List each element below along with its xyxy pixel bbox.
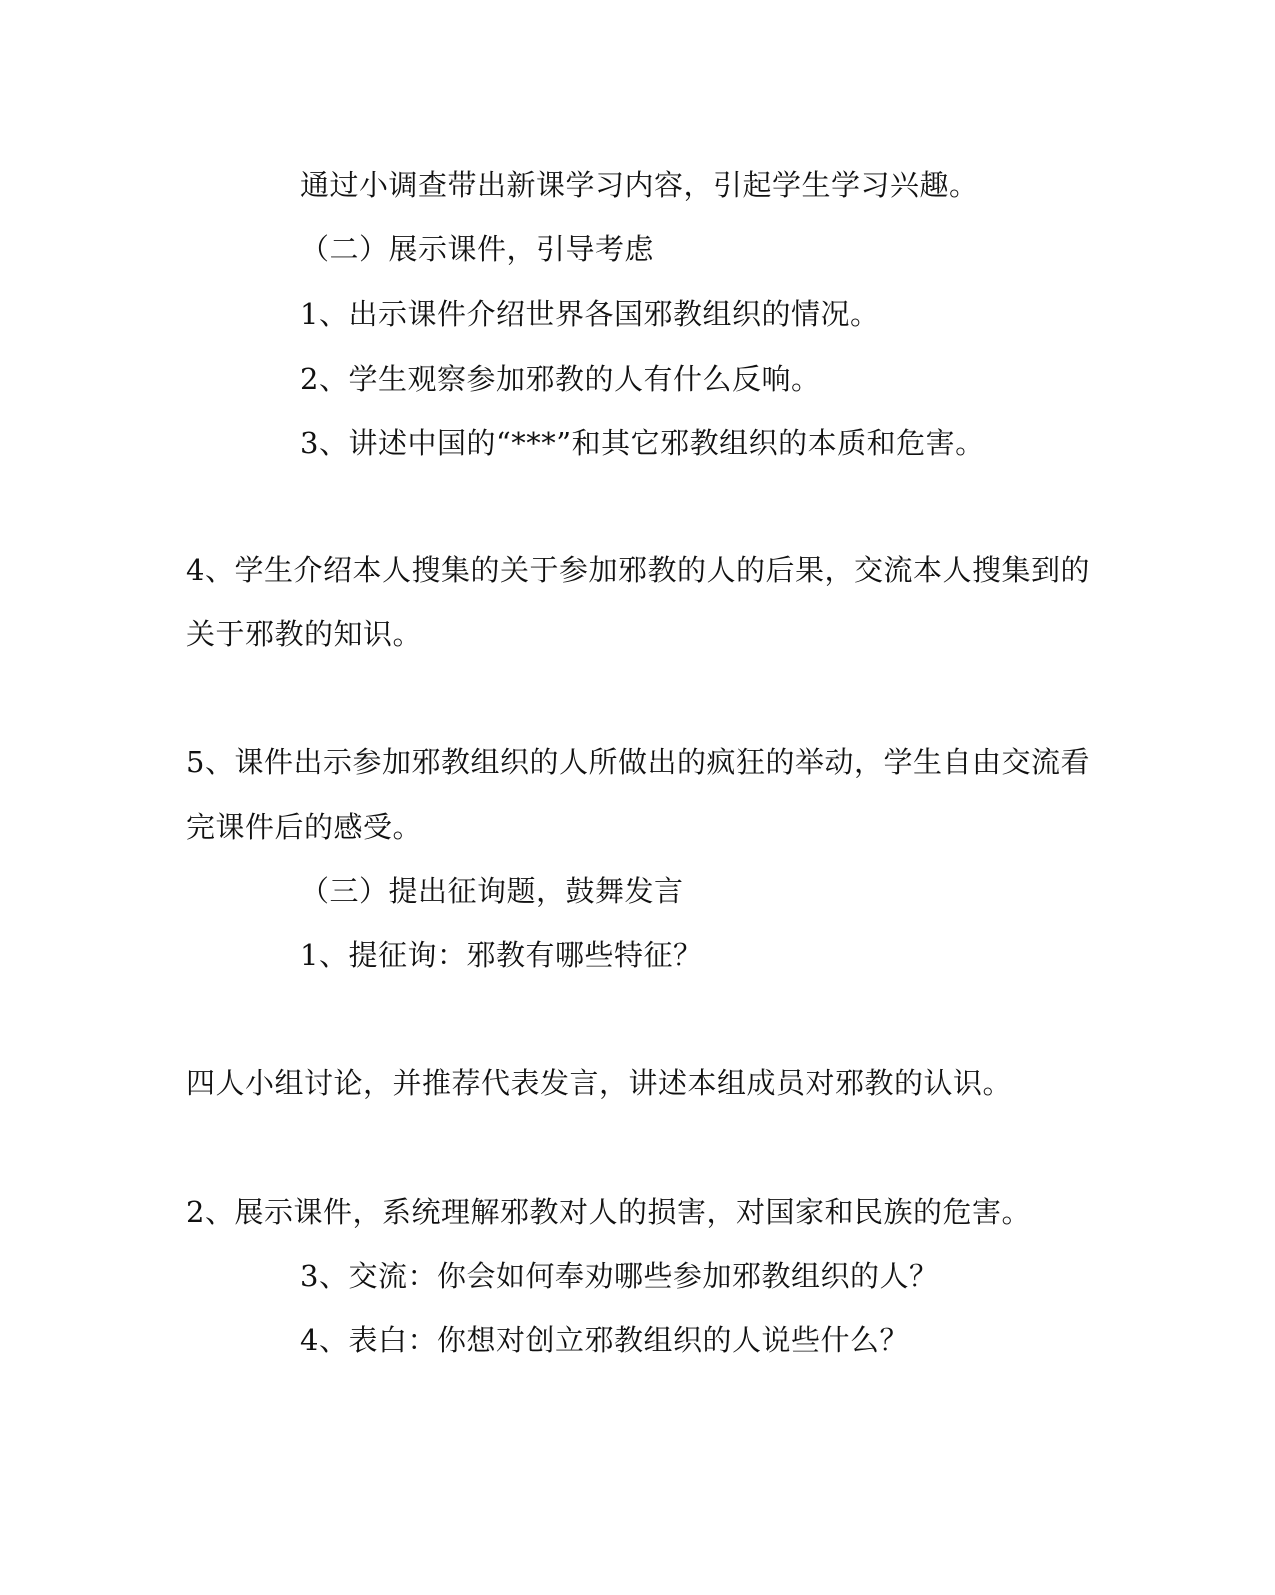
list-item-continuation: 关于邪教的知识。 [186, 617, 423, 651]
paragraph-intro: 通过小调查带出新课学习内容，引起学生学习兴趣。 [300, 168, 979, 202]
list-item: 2、学生观察参加邪教的人有什么反响。 [300, 362, 821, 396]
list-item: 1、出示课件介绍世界各国邪教组织的情况。 [300, 297, 880, 331]
list-item: 4、学生介绍本人搜集的关于参加邪教的人的后果，交流本人搜集到的 [186, 553, 1090, 587]
list-item-continuation: 完课件后的感受。 [186, 810, 423, 844]
list-item: 2、展示课件，系统理解邪教对人的损害，对国家和民族的危害。 [186, 1195, 1031, 1229]
list-item: 1、提征询：邪教有哪些特征？ [300, 938, 703, 972]
list-item: 3、交流：你会如何奉劝哪些参加邪教组织的人？ [300, 1259, 939, 1293]
paragraph: 四人小组讨论，并推荐代表发言，讲述本组成员对邪教的认识。 [186, 1066, 1013, 1100]
list-item: 3、讲述中国的“***”和其它邪教组织的本质和危害。 [300, 426, 985, 460]
list-item: 4、表白：你想对创立邪教组织的人说些什么？ [300, 1323, 909, 1357]
section-heading-3: （三）提出征询题，鼓舞发言 [300, 874, 684, 908]
section-heading-2: （二）展示课件，引导考虑 [300, 232, 655, 266]
list-item: 5、课件出示参加邪教组织的人所做出的疯狂的举动，学生自由交流看 [186, 745, 1090, 779]
